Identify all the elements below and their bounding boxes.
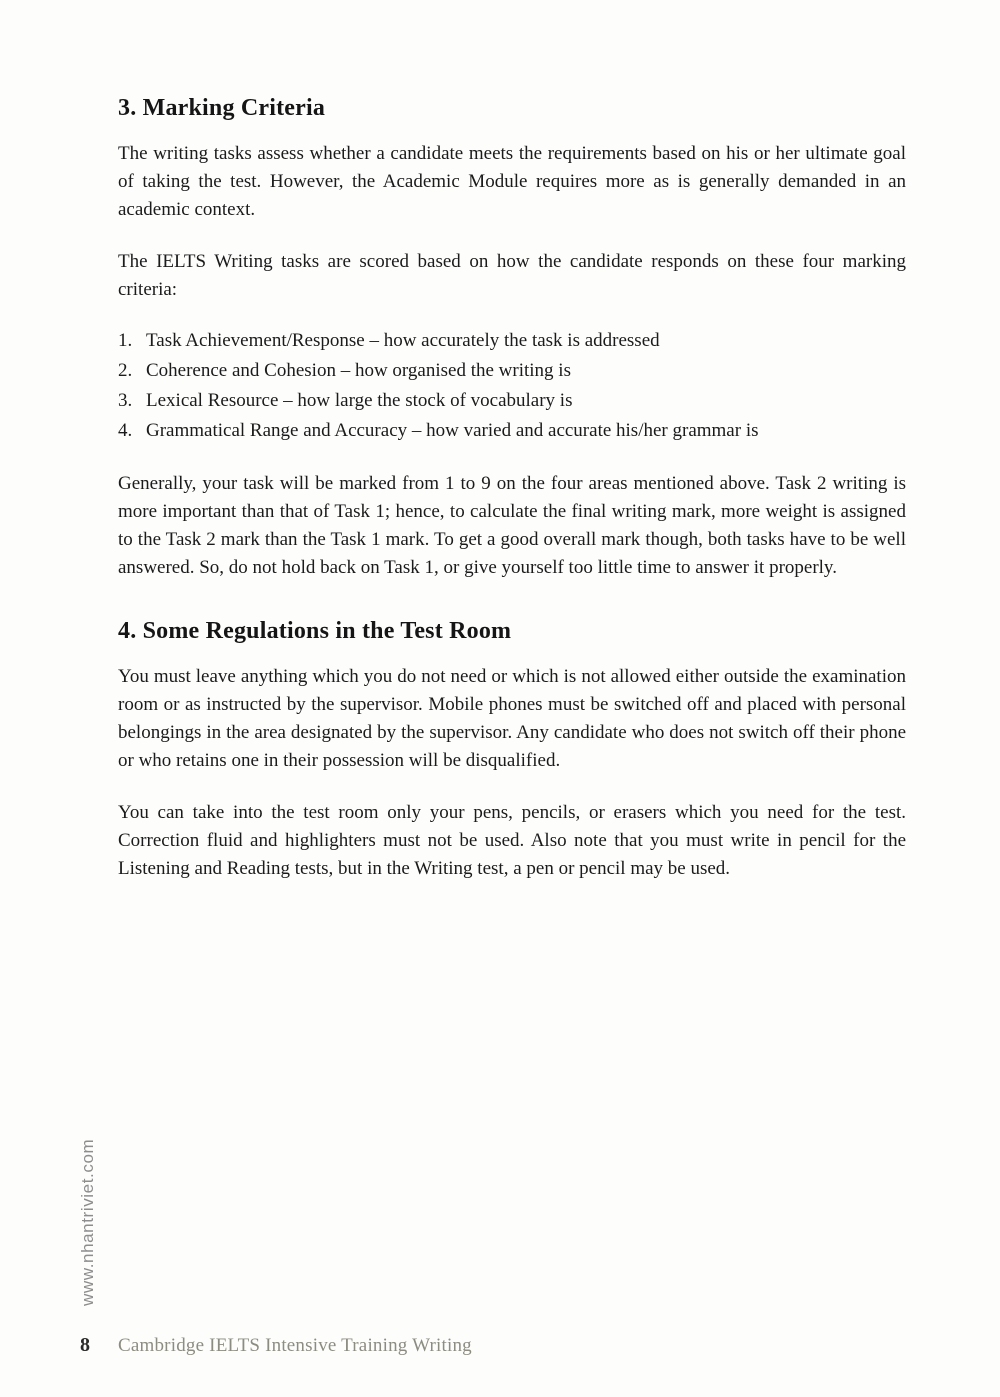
- list-item: [118, 356, 906, 386]
- section-4-paragraph-1: You must leave anything which you do not need or which is not allowed either outside the examination room or as instructed by the supervisor. Mobile phones must be switched off and placed with personal belongings in the area designated by the supervisor. Any candidate who does not switch off their phone or who retains one in their possession will be disqualified.: [118, 666, 906, 771]
- list-item-number: 1.: [118, 330, 133, 351]
- section-4-heading: 4. Some Regulations in the Test Room: [118, 618, 512, 644]
- page-footer: [80, 1334, 472, 1357]
- section-4-paragraph-2: You can take into the test room only your pens, pencils, or erasers which you need for the test. Correction fluid and highlighters must not be used. Also note that you must write in pencil for the Listening and Reading tests, but in the Writing test, a pen or pencil may be used.: [118, 802, 906, 879]
- page-content: [118, 95, 906, 907]
- section-3-heading: 3. Marking Criteria: [118, 95, 326, 121]
- list-item: [118, 326, 906, 356]
- section-3-paragraph-2: The IELTS Writing tasks are scored based on how the candidate responds on these four marking criteria:: [118, 251, 906, 300]
- section-3-paragraph-3: Generally, your task will be marked from 1 to 9 on the four areas mentioned above. Task 2 writing is more important than that of Task 1; hence, to calculate the final writing mark, more weight is assigned to the Task 2 mark than the Task 1 mark. To get a good overall mark though, both tasks have to be well answered. So, do not hold back on Task 1, or give yourself too little time to answer it properly.: [118, 473, 906, 578]
- list-item-number: 4.: [118, 420, 133, 441]
- page-number: 8: [80, 1334, 90, 1356]
- list-item-text: Coherence and Cohesion – how organised the writing is: [146, 360, 571, 381]
- list-item-text: Grammatical Range and Accuracy – how varied and accurate his/her grammar is: [146, 420, 759, 441]
- footer-book-title: Cambridge IELTS Intensive Training Writing: [118, 1335, 472, 1356]
- section-3-paragraph-1: The writing tasks assess whether a candidate meets the requirements based on his or her ultimate goal of taking the test. However, the Academic Module requires more as is generally demanded in an academic context.: [118, 143, 906, 220]
- marking-criteria-list: [118, 326, 906, 446]
- watermark-url: www.nhantriviet.com: [78, 1138, 97, 1306]
- list-item-text: Lexical Resource – how large the stock of vocabulary is: [146, 390, 573, 411]
- list-item-number: 3.: [118, 390, 133, 411]
- list-item: [118, 386, 906, 416]
- list-item: [118, 416, 906, 446]
- list-item-text: Task Achievement/Response – how accurately the task is addressed: [146, 330, 660, 351]
- list-item-number: 2.: [118, 360, 133, 381]
